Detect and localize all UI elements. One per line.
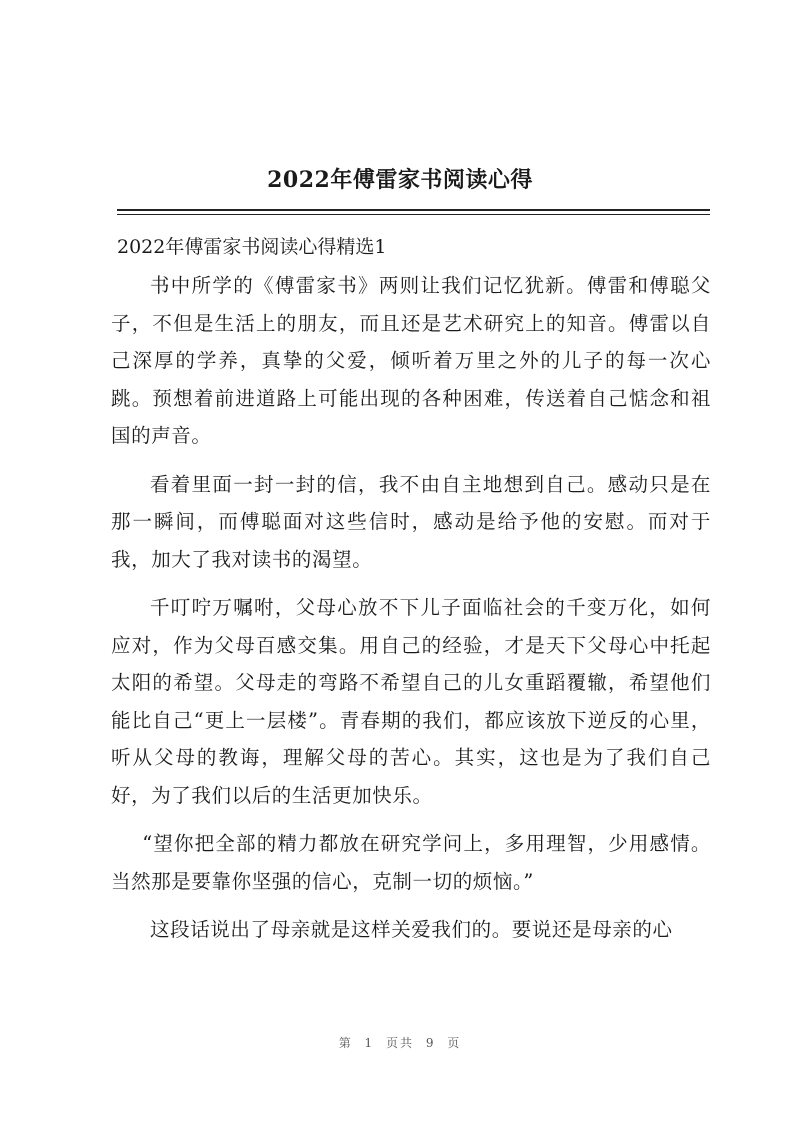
body-text [111,267,711,960]
paragraph-3: 千叮咛万嘱咐，父母心放不下儿子面临社会的千变万化，如何应对，作为父母百感交集。用自己的经验，才是天下父母心中托起太阳的希望。父母走的弯路不希望自己的儿女重蹈覆辙，希望他们能比自己“更上一层楼”。青春期的我们，都应该放下逆反的心里，听从父母的教诲，理解父母的苦心。其实，这也是为了我们自己好，为了我们以后的生活更加快乐。 [111,596,711,807]
page-title: 2022年傅雷家书阅读心得 [267,167,533,193]
section-heading: 2022年傅雷家书阅读心得精选1 [117,236,387,258]
title-divider-thin [117,214,710,215]
paragraph-4-quote: “望你把全部的精力都放在研究学问上，多用理智，少用感情。当然那是要靠你坚强的信心，克制一切的烦恼。” [111,832,711,893]
paragraph-1: 书中所学的《傅雷家书》两则让我们记忆犹新。傅雷和傅聪父子，不但是生活上的朋友，而且还是艺术研究上的知音。傅雷以自己深厚的学养，真挚的父爱，倾听着万里之外的儿子的每一次心跳。预想着前进道路上可能出现的各种困难，传送着自己惦念和祖国的声音。 [111,274,711,447]
paragraph-5: 这段话说出了母亲就是这样关爱我们的。要说还是母亲的心 [150,918,673,941]
title-divider-thick [117,209,710,211]
page-number-footer: 第 1 页共 9 页 [338,1036,462,1050]
paragraph-2: 看着里面一封一封的信，我不由自主地想到自己。感动只是在那一瞬间，而傅聪面对这些信时，感动是给予他的安慰。而对于我，加大了我对读书的渴望。 [111,472,711,571]
